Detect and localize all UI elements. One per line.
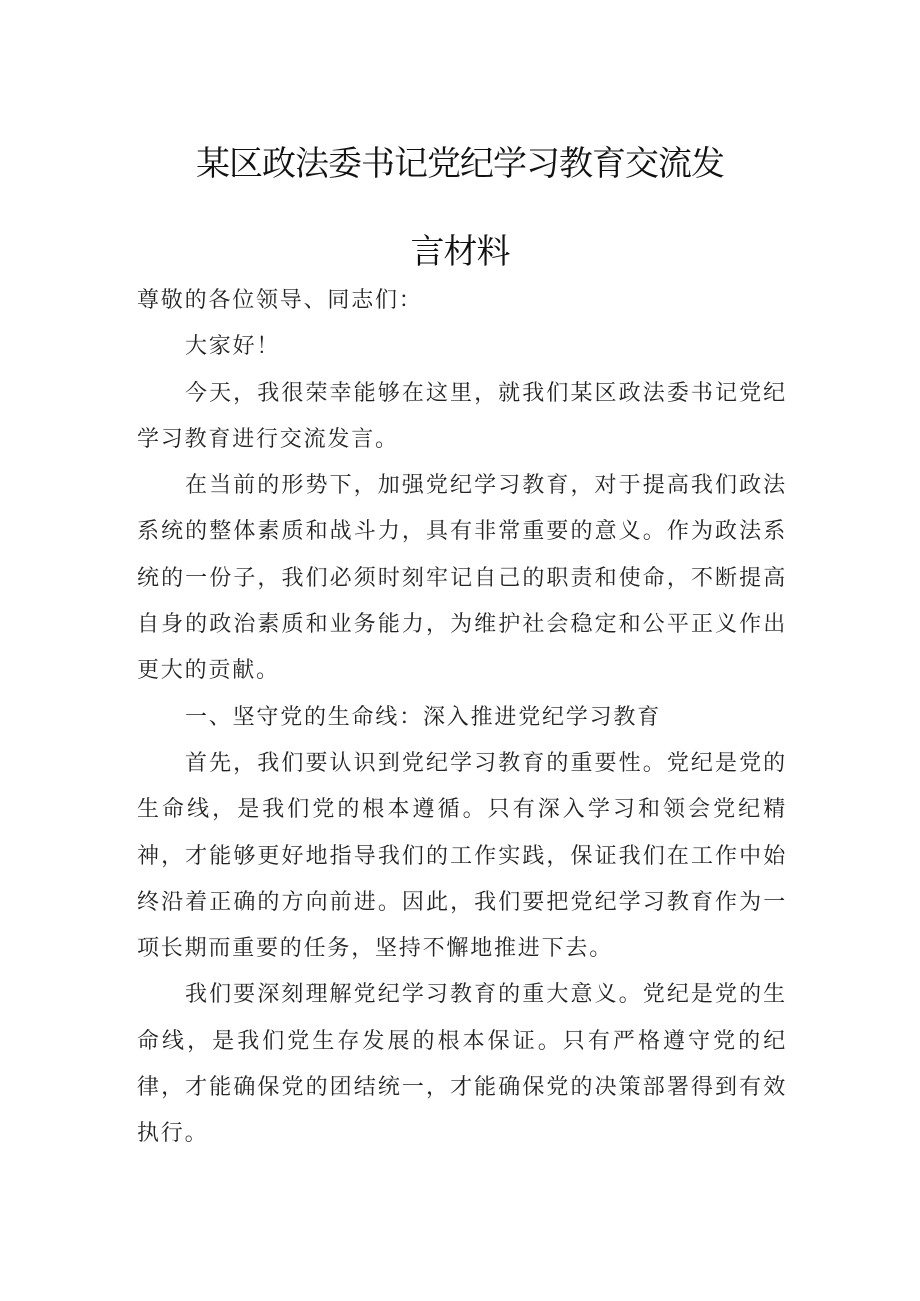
paragraph: 我们要深刻理解党纪学习教育的重大意义。党纪是党的生命线，是我们党生存发展的根本保证。只有严格遵守党的纪律，才能确保党的团结统一，才能确保党的决策部署得到有效执行。 <box>137 982 787 1147</box>
paragraph: 首先，我们要认识到党纪学习教育的重要性。党纪是党的生命线，是我们党的根本遵循。只有深入学习和领会党纪精神，才能够更好地指导我们的工作实践，保证我们在工作中始终沿着正确的方向前进。因此，我们要把党纪学习教育作为一项长期而重要的任务，坚持不懈地推进下去。 <box>137 750 787 962</box>
document-title-line-1: 某区政法委书记党纪学习教育交流发 <box>196 144 724 184</box>
greeting: 大家好！ <box>185 334 281 360</box>
salutation: 尊敬的各位领导、同志们： <box>137 288 423 313</box>
paragraph: 今天，我很荣幸能够在这里，就我们某区政法委书记党纪学习教育进行交流发言。 <box>137 380 787 452</box>
document-title-line-2: 言材料 <box>410 232 510 272</box>
paragraph: 在当前的形势下，加强党纪学习教育，对于提高我们政法系统的整体素质和战斗力，具有非常重要的意义。作为政法系统的一份子，我们必须时刻牢记自己的职责和使命，不断提高自身的政治素质和业务能力，为维护社会稳定和公平正义作出更大的贡献。 <box>137 473 787 684</box>
section-heading: 一、坚守党的生命线：深入推进党纪学习教育 <box>185 704 662 730</box>
document-body <box>137 278 787 1158</box>
